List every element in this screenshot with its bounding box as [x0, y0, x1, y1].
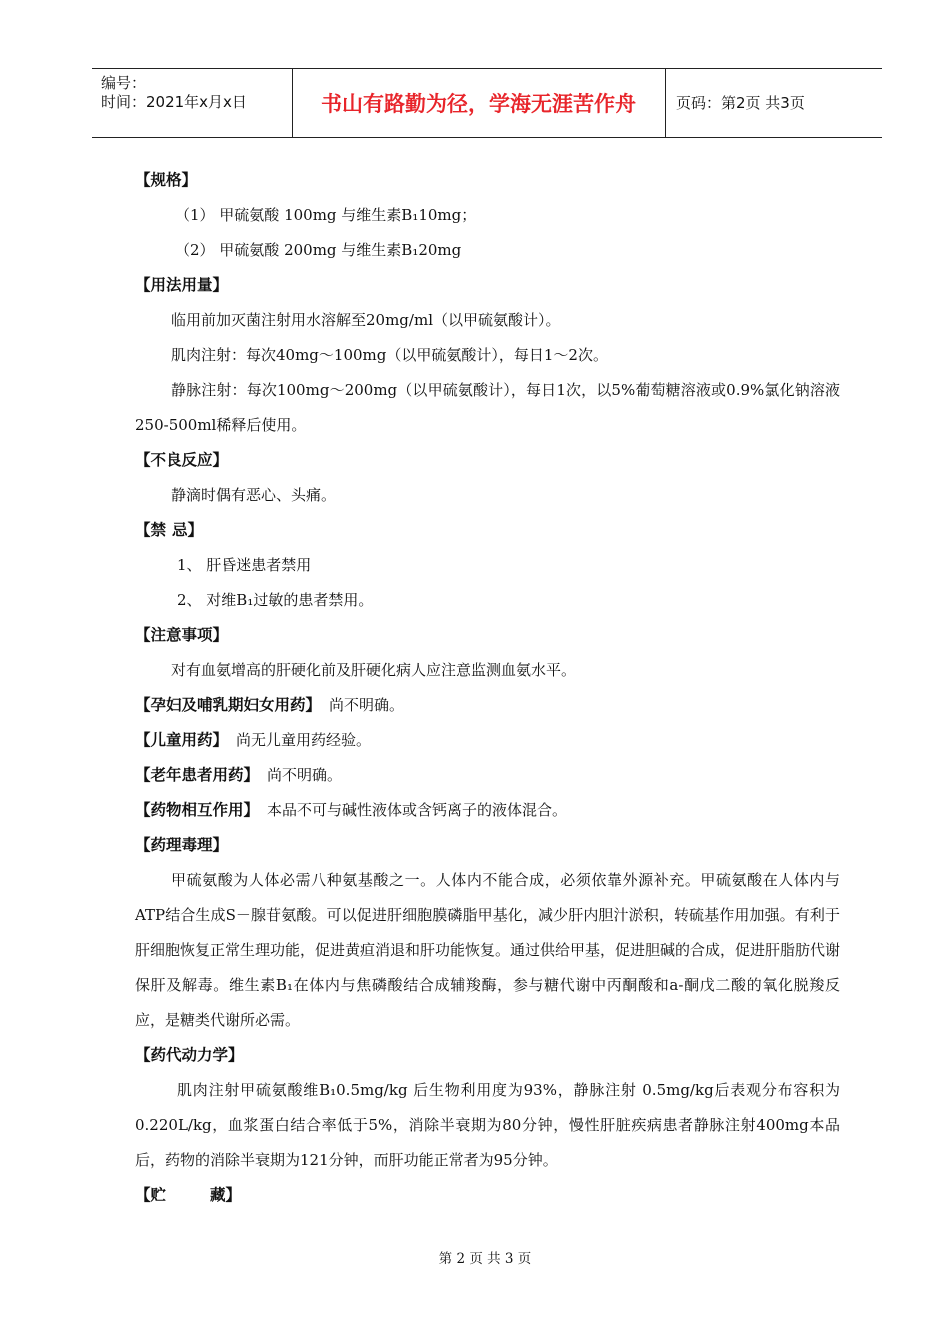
document-time-label: 时间：2021年x月x日 — [101, 93, 247, 111]
section-heading-interaction: 【药物相互作用】 — [135, 801, 260, 819]
section-heading-pregnancy: 【孕妇及哺乳期妇女用药】 — [135, 696, 322, 714]
page-footer: 第 2 页 共 3 页 — [438, 1251, 532, 1267]
section-heading-spec: 【规格】 — [135, 171, 198, 189]
header-page-cell — [666, 69, 882, 137]
contra-item: 1、 肝昏迷患者禁用 — [177, 556, 312, 574]
interaction-row — [135, 793, 840, 828]
section-heading-pharmacokinetics: 【药代动力学】 — [135, 1046, 244, 1064]
spec-item: （2） 甲硫氨酸 200mg 与维生素B₁20mg — [175, 241, 462, 259]
document-header — [92, 68, 882, 138]
header-meta-cell — [92, 69, 293, 137]
pregnancy-row — [135, 688, 840, 723]
contra-heading-right: 忌】 — [172, 521, 204, 539]
document-body — [135, 163, 840, 1213]
header-motto: 书山有路勤为径，学海无涯苦作舟 — [321, 92, 636, 116]
storage-heading-right: 藏】 — [210, 1186, 242, 1204]
document-number-label: 编号： — [101, 74, 147, 92]
header-page-info: 页码：第2页 共3页 — [676, 94, 805, 112]
usage-line: 临用前加灭菌注射用水溶解至20mg/ml（以甲硫氨酸计）。 — [171, 311, 561, 329]
section-heading-adverse: 【不良反应】 — [135, 451, 229, 469]
children-row — [135, 723, 840, 758]
section-heading-elderly: 【老年患者用药】 — [135, 766, 260, 784]
section-heading-children: 【儿童用药】 — [135, 731, 229, 749]
header-motto-cell — [292, 69, 666, 137]
pharmacology-text: 甲硫氨酸为人体必需八种氨基酸之一。人体内不能合成，必须依靠外源补充。甲硫氨酸在人体内与ATP结合生成S－腺苷氨酸。可以促进肝细胞膜磷脂甲基化，减少肝内胆汁淤积，转硫基作用加强。有利于肝细胞恢复正常生理功能，促进黄疸消退和肝功能恢复。通过供给甲基，促进胆碱的合成，促进肝脂肪代谢保肝及解毒。维生素B₁在体内与焦磷酸结合成辅羧酶，参与糖代谢中丙酮酸和a-酮戊二酸的氧化脱羧反应，是糖类代谢所必需。 — [135, 871, 841, 1029]
caution-text: 对有血氨增高的肝硬化前及肝硬化病人应注意监测血氨水平。 — [171, 661, 577, 679]
section-heading-contraindications — [135, 513, 840, 548]
section-heading-pharmacology: 【药理毒理】 — [135, 836, 229, 854]
usage-line: 肌肉注射：每次40mg～100mg（以甲硫氨酸计），每日1～2次。 — [171, 346, 608, 364]
interaction-text: 本品不可与碱性液体或含钙离子的液体混合。 — [267, 801, 568, 819]
usage-line: 静脉注射：每次100mg～200mg（以甲硫氨酸计），每日1次，以5%葡萄糖溶液或0.9%氯化钠溶液250-500ml稀释后使用。 — [135, 381, 840, 434]
pharmacokinetics-text: 肌肉注射甲硫氨酸维B₁0.5mg/kg 后生物利用度为93%，静脉注射 0.5mg/kg后表观分布容积为0.220L/kg，血浆蛋白结合率低于5%，消除半衰期为80分钟，慢性肝脏疾病患者静脉注射400mg本品后，药物的消除半衰期为121分钟，而肝功能正常者为95分钟。 — [135, 1081, 840, 1169]
contra-heading-left: 【禁 — [135, 521, 167, 539]
adverse-text: 静滴时偶有恶心、头痛。 — [171, 486, 337, 504]
elderly-text: 尚不明确。 — [267, 766, 343, 784]
section-heading-caution: 【注意事项】 — [135, 626, 229, 644]
section-heading-usage: 【用法用量】 — [135, 276, 229, 294]
elderly-row — [135, 758, 840, 793]
spec-item: （1） 甲硫氨酸 100mg 与维生素B₁10mg； — [175, 206, 477, 224]
section-heading-storage — [135, 1178, 840, 1213]
children-text: 尚无儿童用药经验。 — [236, 731, 372, 749]
pregnancy-text: 尚不明确。 — [329, 696, 405, 714]
storage-heading-left: 【贮 — [135, 1186, 167, 1204]
contra-item: 2、 对维B₁过敏的患者禁用。 — [177, 591, 374, 609]
